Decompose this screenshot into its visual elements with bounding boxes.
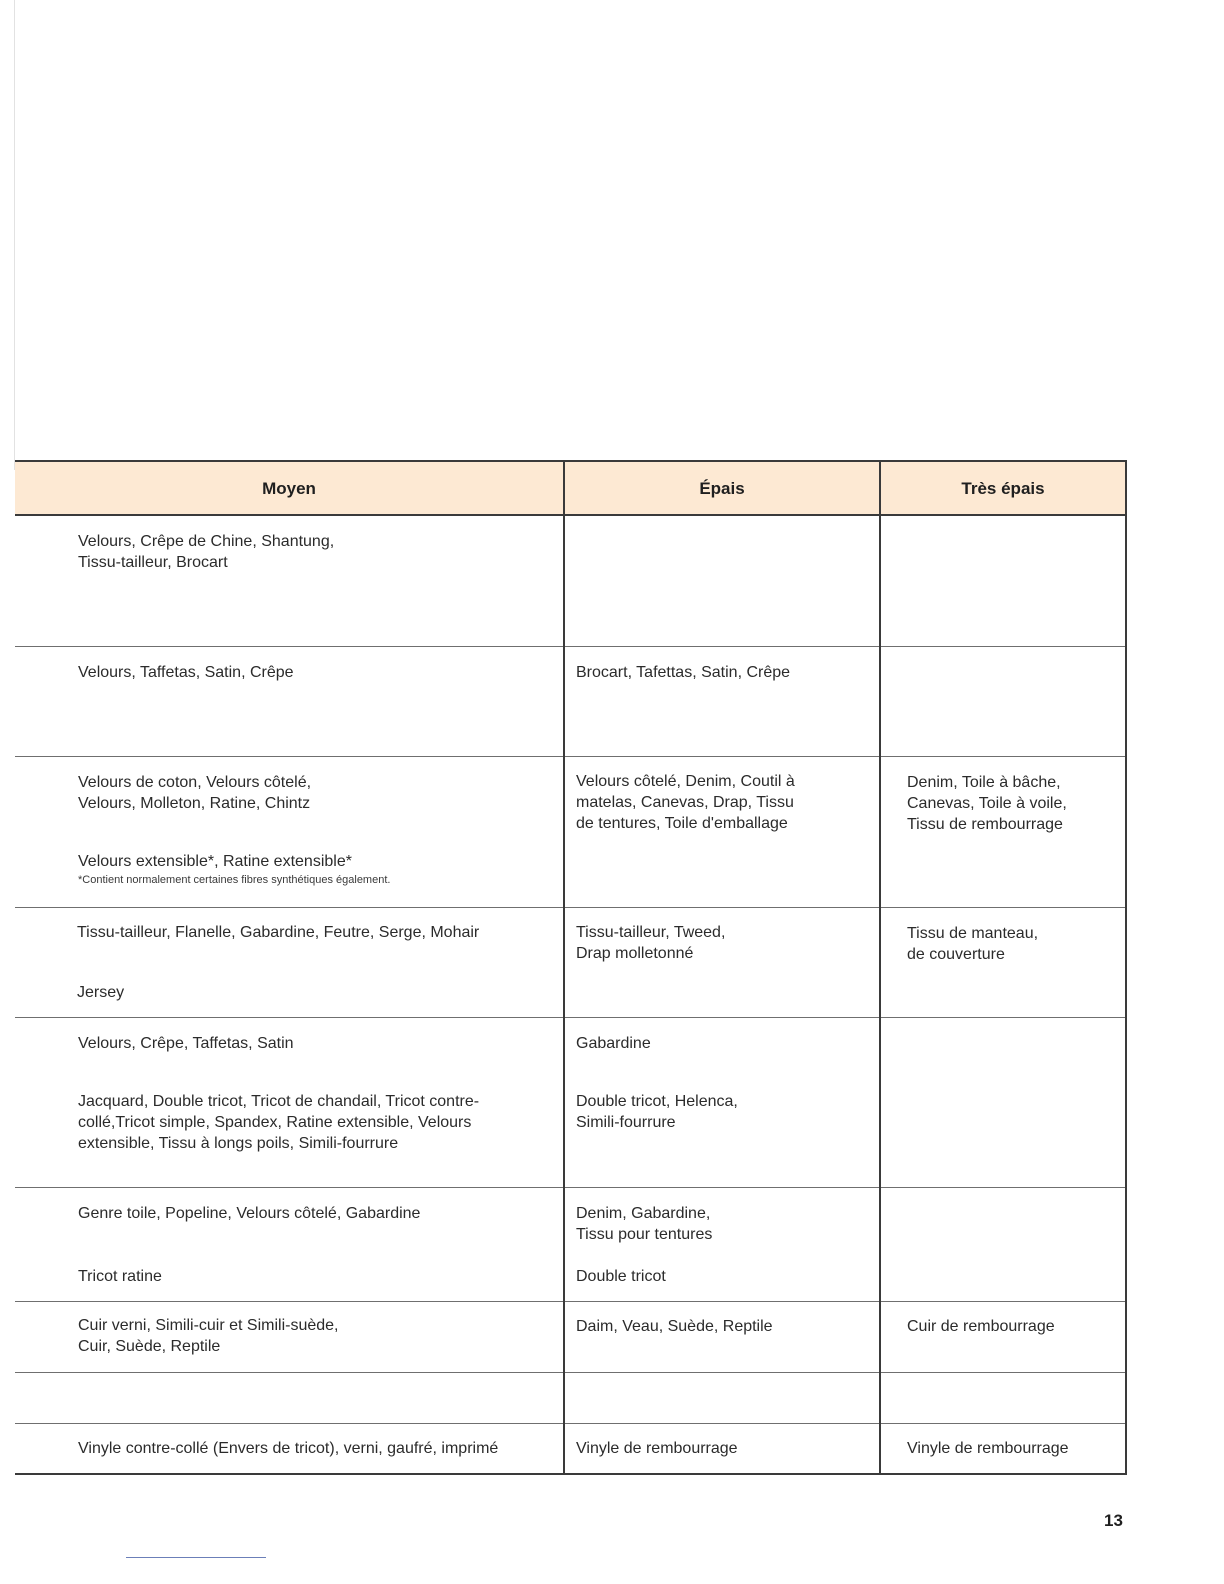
- table-row: [15, 646, 1126, 756]
- cell-epais: [564, 1017, 880, 1187]
- table-row: [15, 1423, 1126, 1474]
- cell-line: de couverture: [907, 945, 1005, 963]
- cell-epais: [564, 1301, 880, 1372]
- page-number: 13: [1104, 1511, 1123, 1530]
- header-tres-epais: Très épais: [880, 461, 1126, 515]
- cell-line: extensible, Tissu à longs poils, Simili-fourrure: [78, 1134, 399, 1152]
- cell-line: Vinyle de rembourrage: [576, 1439, 738, 1457]
- cell-line: Double tricot: [576, 1267, 666, 1285]
- cell-line: Denim, Toile à bâche,: [907, 773, 1061, 791]
- cell-epais: [564, 756, 880, 907]
- cell-epais: [564, 1187, 880, 1301]
- table-row: [15, 1372, 1126, 1423]
- cell-tres-epais: [880, 1187, 1126, 1301]
- cell-epais: [564, 1372, 880, 1423]
- cell-epais: [564, 515, 880, 646]
- fabric-weight-table: [15, 460, 1127, 1475]
- cell-line: Tissu de manteau,: [907, 924, 1039, 942]
- cell-line: Brocart, Tafettas, Satin, Crêpe: [576, 663, 791, 681]
- table-row: [15, 1301, 1126, 1372]
- cell-line: Velours, Molleton, Ratine, Chintz: [78, 794, 311, 812]
- cell-tres-epais: [880, 515, 1126, 646]
- table-row: [15, 515, 1126, 646]
- cell-line: Tissu-tailleur, Tweed,: [576, 923, 726, 941]
- cell-line: collé,Tricot simple, Spandex, Ratine extensible, Velours: [78, 1113, 472, 1131]
- cell-line: Velours, Crêpe, Taffetas, Satin: [78, 1034, 294, 1052]
- cell-tres-epais: [880, 1017, 1126, 1187]
- cell-line: Jersey: [77, 983, 125, 1001]
- table-row: [15, 1187, 1126, 1301]
- cell-tres-epais: [880, 1372, 1126, 1423]
- cell-moyen: [15, 515, 564, 646]
- cell-moyen: [15, 907, 564, 1017]
- cell-line: Cuir verni, Simili-cuir et Simili-suède,: [78, 1316, 339, 1334]
- cell-moyen: [15, 1187, 564, 1301]
- header-moyen: Moyen: [15, 461, 564, 515]
- cell-moyen: [15, 646, 564, 756]
- cell-line: Double tricot, Helenca,: [576, 1092, 738, 1110]
- cell-line: Genre toile, Popeline, Velours côtelé, Gabardine: [78, 1204, 421, 1222]
- header-epais: Épais: [564, 461, 880, 515]
- cell-moyen: [15, 1017, 564, 1187]
- cell-line: Canevas, Toile à voile,: [907, 794, 1067, 812]
- cell-epais: [564, 907, 880, 1017]
- cell-line: Tissu pour tentures: [576, 1225, 713, 1243]
- cell-line: Tricot ratine: [78, 1267, 162, 1285]
- cell-moyen: [15, 1372, 564, 1423]
- cell-line: Velours extensible*, Ratine extensible*: [78, 852, 352, 870]
- cell-tres-epais: [880, 646, 1126, 756]
- table-row: [15, 1017, 1126, 1187]
- cell-line: Denim, Gabardine,: [576, 1204, 711, 1222]
- cell-line: Drap molletonné: [576, 944, 694, 962]
- cell-line: Simili-fourrure: [576, 1113, 676, 1131]
- cell-line: Vinyle de rembourrage: [907, 1439, 1069, 1457]
- cell-tres-epais: [880, 907, 1126, 1017]
- cell-line: Daim, Veau, Suède, Reptile: [576, 1317, 773, 1335]
- cell-line: matelas, Canevas, Drap, Tissu: [576, 793, 794, 811]
- cell-moyen: [15, 1423, 564, 1474]
- cell-moyen: [15, 756, 564, 907]
- bottom-rule: [126, 1557, 266, 1558]
- page-left-edge: [14, 0, 15, 470]
- cell-line: Cuir de rembourrage: [907, 1317, 1055, 1335]
- cell-line: Cuir, Suède, Reptile: [78, 1337, 221, 1355]
- cell-line: de tentures, Toile d'emballage: [576, 814, 788, 832]
- cell-moyen: [15, 1301, 564, 1372]
- cell-line: Tissu de rembourrage: [907, 815, 1063, 833]
- table-header-row: [15, 461, 1126, 515]
- table-row: [15, 907, 1126, 1017]
- synthetic-fibres-footnote: *Contient normalement certaines fibres synthétiques également.: [78, 873, 391, 886]
- cell-line: Jacquard, Double tricot, Tricot de chandail, Tricot contre-: [78, 1092, 480, 1110]
- cell-tres-epais: [880, 1423, 1126, 1474]
- cell-epais: [564, 1423, 880, 1474]
- cell-line: Tissu-tailleur, Brocart: [78, 554, 228, 571]
- cell-epais: [564, 646, 880, 756]
- cell-line: Velours de coton, Velours côtelé,: [78, 773, 312, 791]
- cell-tres-epais: [880, 1301, 1126, 1372]
- cell-line: Velours, Crêpe de Chine, Shantung,: [78, 533, 335, 550]
- table-row: [15, 756, 1126, 907]
- cell-line: Vinyle contre-collé (Envers de tricot), verni, gaufré, imprimé: [78, 1439, 499, 1457]
- cell-line: Gabardine: [576, 1034, 651, 1052]
- cell-tres-epais: [880, 756, 1126, 907]
- cell-line: Tissu-tailleur, Flanelle, Gabardine, Feutre, Serge, Mohair: [77, 923, 480, 941]
- cell-line: Velours, Taffetas, Satin, Crêpe: [78, 663, 294, 681]
- cell-line: Velours côtelé, Denim, Coutil à: [576, 772, 795, 790]
